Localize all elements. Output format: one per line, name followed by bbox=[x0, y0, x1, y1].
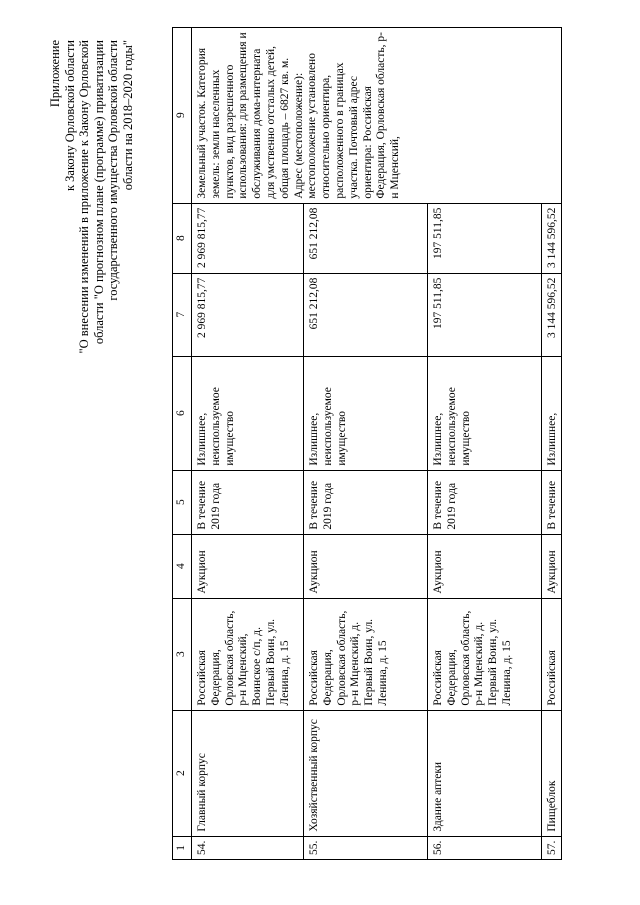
column-number-row bbox=[173, 27, 192, 859]
object-address: Российская Федерация, Орловская область, р-н Мценский, Воинское с/п, д. Первый Воин, ул. Ленина, д. 15 bbox=[192, 598, 304, 710]
object-name: Пищеблок bbox=[542, 710, 562, 836]
row-number: 55. bbox=[304, 836, 428, 859]
row-number: 54. bbox=[192, 836, 304, 859]
object-name: Главный корпус bbox=[192, 710, 304, 836]
appendix-header bbox=[48, 40, 136, 865]
privatization-table bbox=[172, 27, 562, 860]
sale-method: Аукцион bbox=[304, 534, 428, 598]
value-col8: 3 144 596,52 bbox=[542, 203, 562, 273]
header-line: к Закону Орловской области bbox=[62, 40, 77, 192]
value-col7: 651 212,08 bbox=[304, 273, 428, 356]
value-col8: 651 212,08 bbox=[304, 203, 428, 273]
value-col8: 197 511,85 bbox=[428, 203, 542, 273]
table-row bbox=[192, 27, 304, 859]
column-number: 8 bbox=[173, 203, 192, 273]
sale-method: Аукцион bbox=[542, 534, 562, 598]
column-number: 7 bbox=[173, 273, 192, 356]
row-number: 57. bbox=[542, 836, 562, 859]
object-address: Российская bbox=[542, 598, 562, 710]
value-col7: 197 511,85 bbox=[428, 273, 542, 356]
column-number: 3 bbox=[173, 598, 192, 710]
value-col7: 3 144 596,52 bbox=[542, 273, 562, 356]
sale-method: Аукцион bbox=[428, 534, 542, 598]
value-col8: 2 969 815,77 bbox=[192, 203, 304, 273]
object-name: Хозяйственный корпус bbox=[304, 710, 428, 836]
sale-reason: Излишнее, неиспользуемое имущество bbox=[192, 356, 304, 470]
header-line: области на 2018–2020 годы" bbox=[120, 40, 135, 191]
object-name: Здание аптеки bbox=[428, 710, 542, 836]
header-line: Приложение bbox=[48, 40, 62, 108]
row-number: 56. bbox=[428, 836, 542, 859]
object-address: Российская Федерация, Орловская область, р-н Мценский, д. Первый Воин, ул. Ленина, д. 15 bbox=[304, 598, 428, 710]
sale-method: Аукцион bbox=[192, 534, 304, 598]
column-number: 6 bbox=[173, 356, 192, 470]
sale-term: В течение 2019 года bbox=[304, 470, 428, 534]
sale-term: В течение 2019 года bbox=[428, 470, 542, 534]
column-number: 5 bbox=[173, 470, 192, 534]
sale-term: В течение bbox=[542, 470, 562, 534]
sale-reason: Излишнее, bbox=[542, 356, 562, 470]
header-line: государственного имущества Орловской области bbox=[106, 40, 121, 301]
land-plot-note: Земельный участок. Категория земель: земли населенных пунктов, вид разрешенного использования: для размещения и обслуживания дома-интерната для умственно отсталых детей, общая площадь – 6827 кв. м. Адрес (местоположение): местоположение установлено относительно ориентира, расположенного в границах участка. Почтовый адрес ориентира: Российская Федерация, Орловская область, р-н Мценский, bbox=[192, 27, 562, 203]
column-number: 9 bbox=[173, 27, 192, 203]
sale-reason: Излишнее, неиспользуемое имущество bbox=[304, 356, 428, 470]
value-col7: 2 969 815,77 bbox=[192, 273, 304, 356]
column-number: 4 bbox=[173, 534, 192, 598]
column-number: 2 bbox=[173, 710, 192, 836]
sale-reason: Излишнее, неиспользуемое имущество bbox=[428, 356, 542, 470]
header-line: "О внесении изменений в приложение к Закону Орловской bbox=[77, 40, 92, 354]
sale-term: В течение 2019 года bbox=[192, 470, 304, 534]
header-line: области "О прогнозном плане (программе) приватизации bbox=[91, 40, 106, 345]
column-number: 1 bbox=[173, 836, 192, 859]
object-address: Российская Федерация, Орловская область, р-н Мценский, д. Первый Воин, ул. Ленина, д. 15 bbox=[428, 598, 542, 710]
